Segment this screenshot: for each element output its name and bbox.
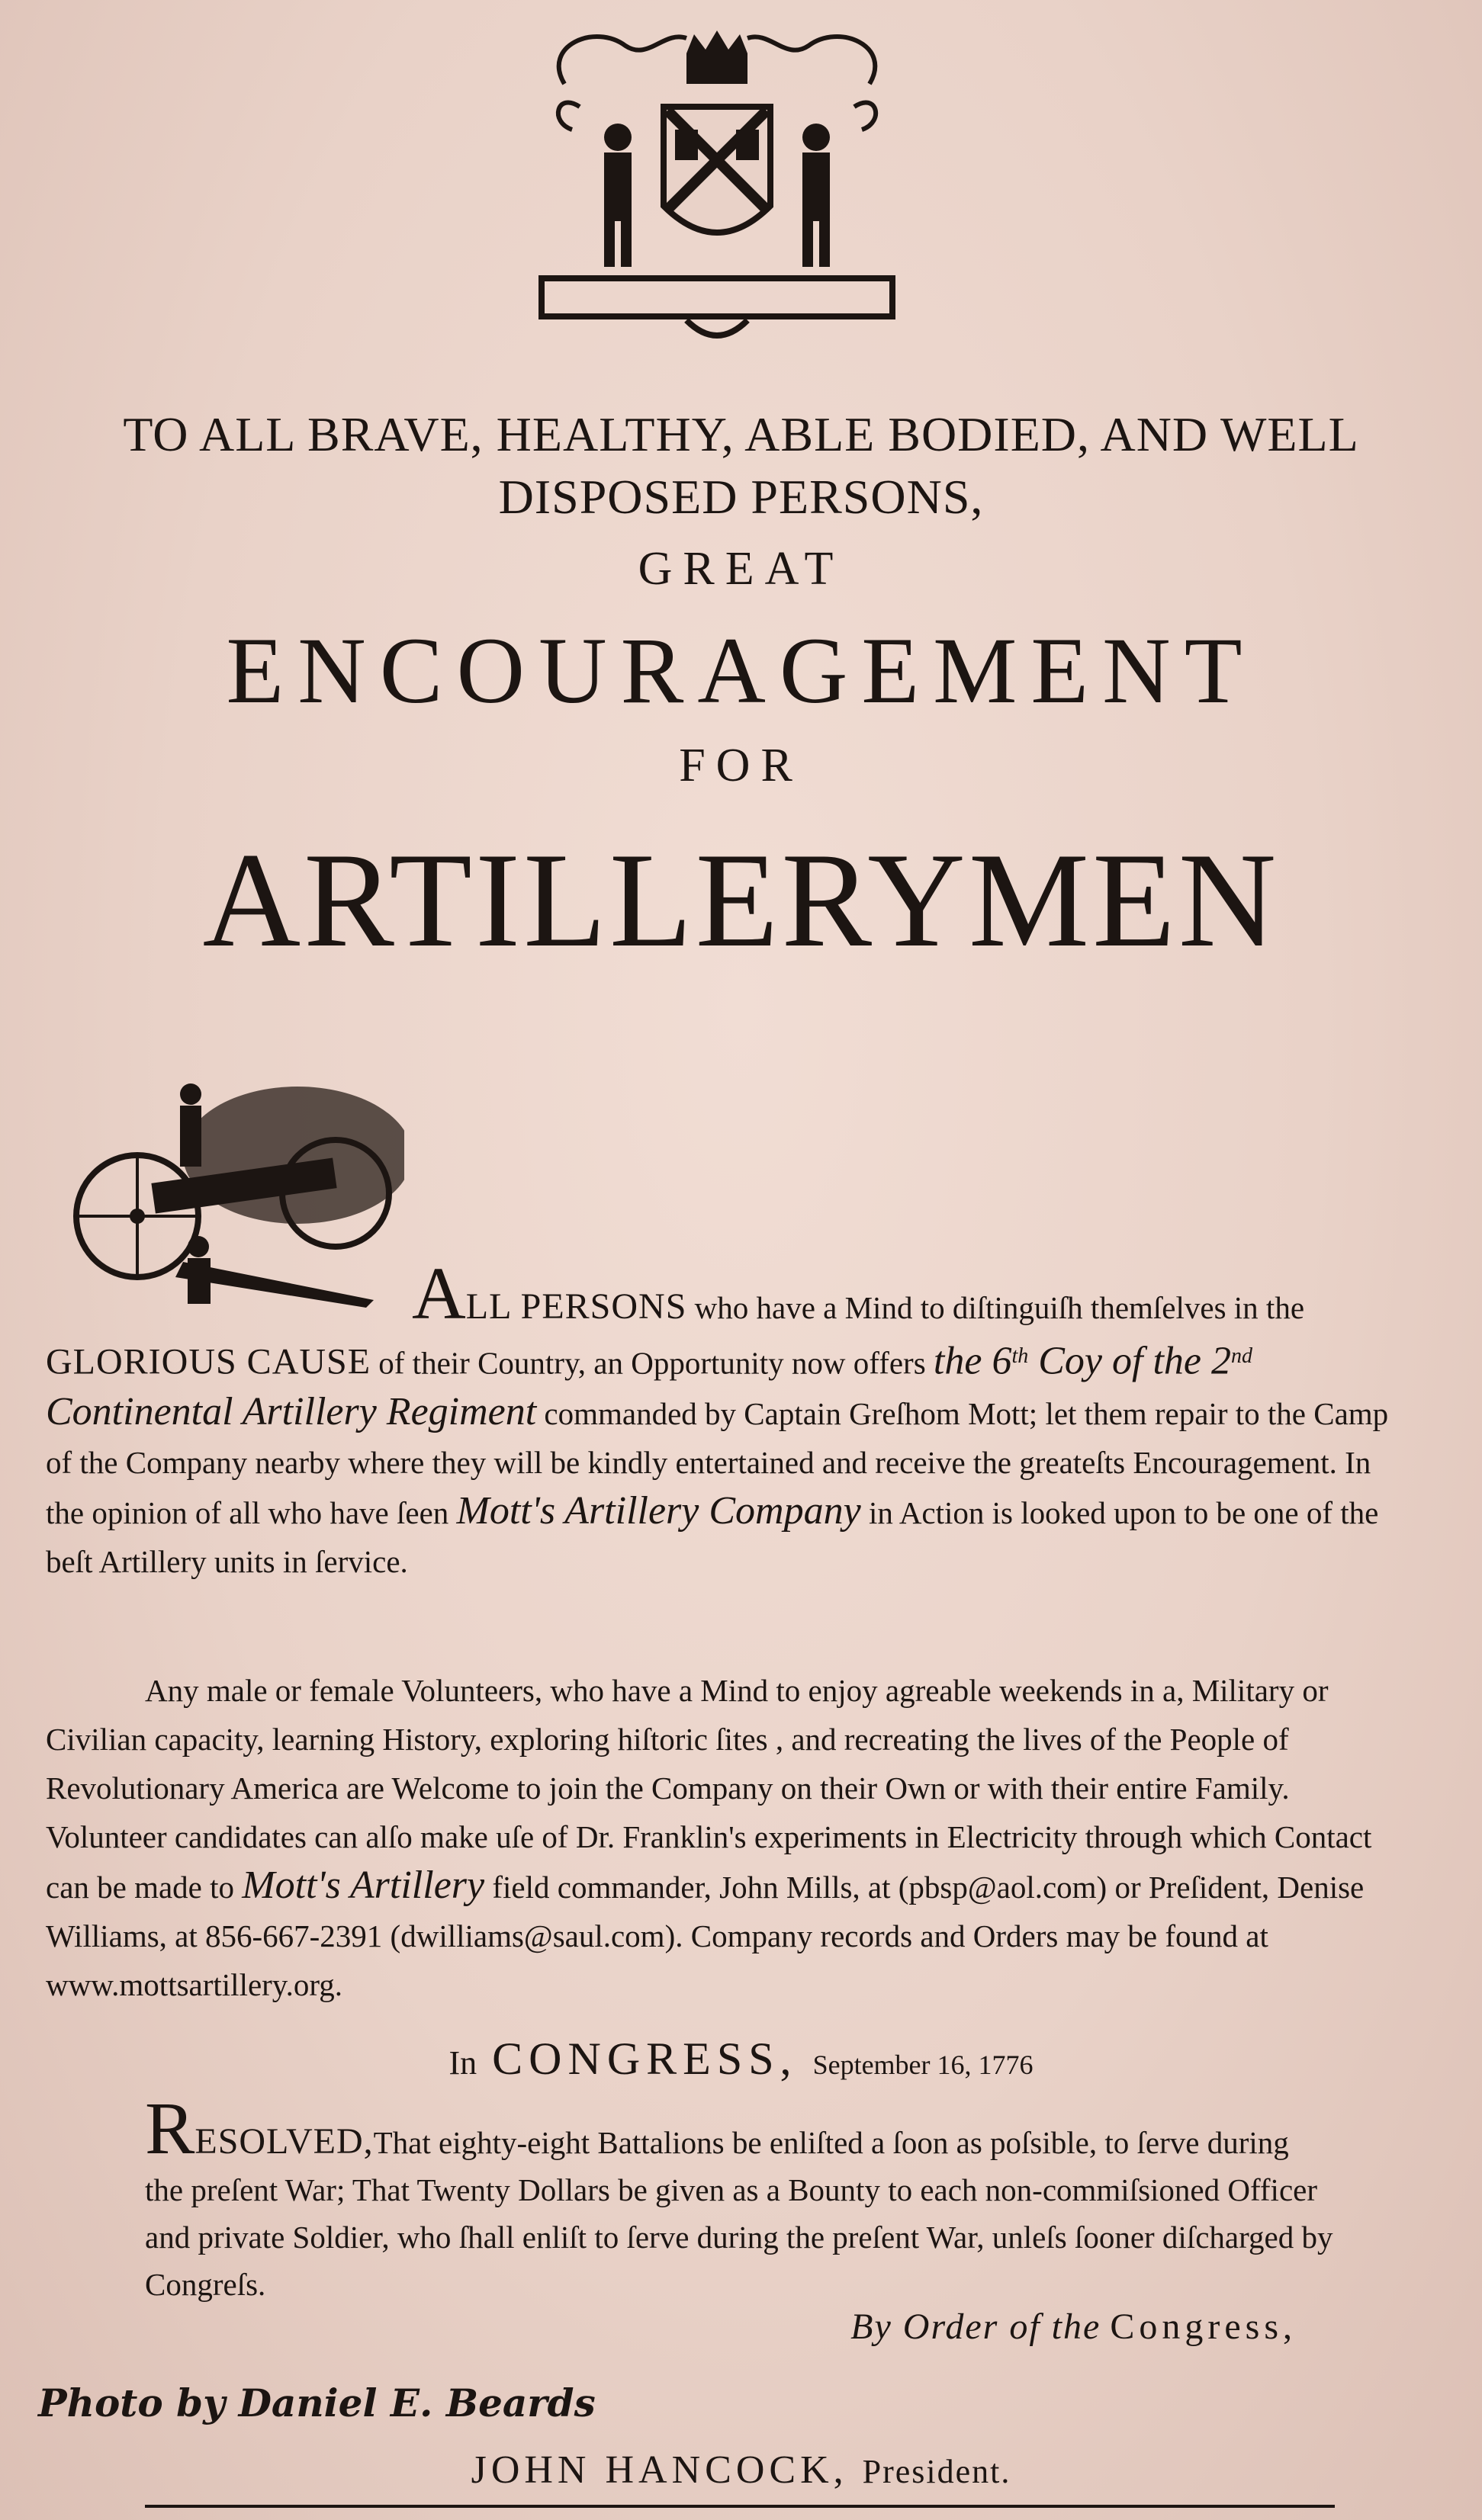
by-order-line <box>686 2303 1297 2351</box>
p2-text-1: Any male or female Volunteers, who have a Mind to enjoy agreable weekends in a, Military or Civilian capacity, learning History, exploring hiſtoric ſites , and recreating the lives of the People of Revolutionary America are Welcome to join the Company on their Own or with their entire Family. Volunteer candidates can alſo make uſe of Dr. Franklin's experiments in Electricity through which Contact can be made to <box>46 1673 1372 1905</box>
dropcap-r: R <box>145 2088 195 2170</box>
congress-date: September 16, 1776 <box>812 2050 1034 2080</box>
regiment-text: Continental Artillery Regiment <box>46 1389 537 1433</box>
congress-dateline <box>0 2034 1482 2089</box>
glorious-cause: GLORIOUS CAUSE <box>46 1341 371 1382</box>
resolution-text: That eighty-eight Battalions be enliſted a ſoon as poſsible, to ſerve during the preſent War; That Twenty Dollars be given as a Bounty to each non-commiſsioned Officer and private Soldier, who ſhall enliſt to ſerve during the preſent War, unleſs ſooner diſcharged by Congreſs. <box>145 2125 1333 2302</box>
lead-all-persons: LL PERSONS <box>465 1286 687 1327</box>
signature-line <box>0 2446 1482 2496</box>
p2-text-2: field commander, John Mills, at (pbsp@aol.com) or Preſident, Denise Williams, at 856-667-2391 (dwilliams@saul.com). Company records and Orders may be found at www.mottsartillery.org. <box>46 1870 1365 2002</box>
paragraph-volunteers <box>46 1666 1403 2009</box>
signer-title: President. <box>862 2453 1011 2490</box>
coy-text-b: Coy of the 2 <box>1028 1339 1231 1383</box>
by-order-text: By Order of the <box>850 2307 1101 2347</box>
in-word: In <box>448 2044 477 2082</box>
regiment-sup: nd <box>1230 1344 1252 1368</box>
congress-word: CONGRESS, <box>492 2034 798 2084</box>
encouragement-heading: ENCOURAGEMENT <box>226 618 1256 723</box>
bottom-rule <box>145 2505 1335 2508</box>
for-heading: FOR <box>679 740 803 791</box>
header-line-1: TO ALL BRAVE, HEALTHY, ABLE BODIED, AND WELL <box>123 407 1359 461</box>
motts-company: Mott's Artillery Company <box>456 1488 861 1533</box>
artillerymen-heading: ARTILLERYMEN <box>202 824 1280 975</box>
p1-text-3: commanded by Captain Greſhom Mott; let them repair to the Camp of the Company nearby where they will be kindly entertained and receive the greateſts Encouragement. In the opinion of all who have ſeen <box>46 1395 1389 1530</box>
p1-text-4: in Action is looked upon to be one of the beſt Artillery units in ſervice. <box>46 1494 1379 1579</box>
coy-text: the 6 <box>933 1339 1012 1383</box>
motts-artillery: Mott's Artillery <box>242 1864 485 1907</box>
dropcap-a: A <box>412 1253 466 1335</box>
resolved-lead: ESOLVED, <box>194 2121 374 2162</box>
royal-coat-of-arms-icon <box>534 15 900 351</box>
paragraph-all-persons <box>46 1253 1403 1586</box>
by-order-congress: Congress, <box>1110 2307 1297 2347</box>
great-heading: GREAT <box>638 543 844 595</box>
header-line-2: DISPOSED PERSONS, <box>498 470 984 524</box>
p1-text-2: of their Country, an Opportunity now offers <box>371 1345 934 1381</box>
signer-name: JOHN HANCOCK, <box>471 2448 848 2492</box>
p1-text-1: who have a Mind to diſtinguiſh themſelves in the <box>686 1290 1305 1325</box>
photo-credit: Photo by Daniel E. Beards <box>38 2380 596 2425</box>
coy-sup: th <box>1011 1344 1029 1368</box>
resolution-paragraph <box>145 2088 1335 2308</box>
